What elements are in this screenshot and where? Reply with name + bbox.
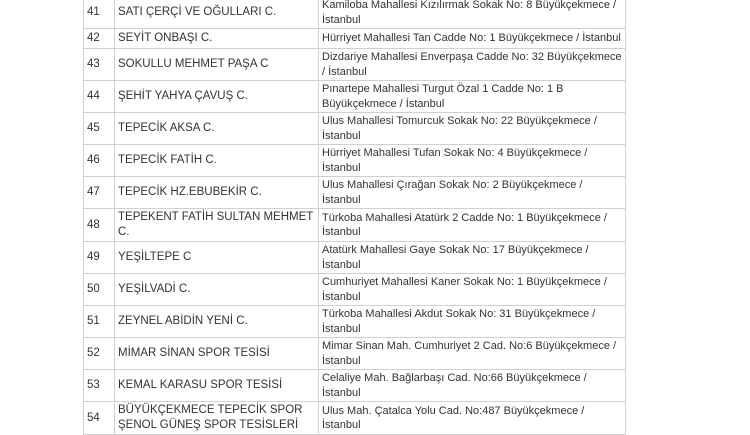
table-row xyxy=(84,306,626,338)
table-row xyxy=(84,0,626,29)
facility-address: Mimar Sinan Mah. Cumhuriyet 2 Cad. No:6 Büyükçekmece / İstanbul xyxy=(319,338,626,370)
row-number: 53 xyxy=(84,370,115,402)
row-number: 50 xyxy=(84,274,115,306)
facility-name: TEPECİK AKSA C. xyxy=(115,113,319,145)
row-number: 42 xyxy=(84,29,115,49)
facility-name: TEPECİK FATİH C. xyxy=(115,145,319,177)
table-row xyxy=(84,338,626,370)
facility-name: TEPECİK HZ.EBUBEKİR C. xyxy=(115,177,319,209)
facility-name: ŞEHİT YAHYA ÇAVUŞ C. xyxy=(115,81,319,113)
table-row xyxy=(84,29,626,49)
row-number: 54 xyxy=(84,402,115,435)
facility-address: Dizdariye Mahallesi Enverpaşa Cadde No: 32 Büyükçekmece / İstanbul xyxy=(319,49,626,81)
facility-address: Hürriyet Mahallesi Tan Cadde No: 1 Büyükçekmece / İstanbul xyxy=(319,29,626,49)
facility-name: MİMAR SİNAN SPOR TESİSİ xyxy=(115,338,319,370)
table-row xyxy=(84,274,626,306)
row-number: 44 xyxy=(84,81,115,113)
facility-address: Hürriyet Mahallesi Tufan Sokak No: 4 Büyükçekmece / İstanbul xyxy=(319,145,626,177)
table-row xyxy=(84,402,626,435)
facility-name: SOKULLU MEHMET PAŞA C xyxy=(115,49,319,81)
facility-address: Kamiloba Mahallesi Kızılırmak Sokak No: 8 Büyükçekmece / İstanbul xyxy=(319,0,626,29)
table-row xyxy=(84,81,626,113)
facility-table xyxy=(83,0,626,435)
facility-address: Celaliye Mah. Bağlarbaşı Cad. No:66 Büyükçekmece / İstanbul xyxy=(319,370,626,402)
row-number: 48 xyxy=(84,209,115,242)
row-number: 41 xyxy=(84,0,115,29)
table-row xyxy=(84,113,626,145)
facility-name: YEŞİLVADİ C. xyxy=(115,274,319,306)
facility-address: Ulus Mah. Çatalca Yolu Cad. No:487 Büyükçekmece / İstanbul xyxy=(319,402,626,435)
table-row xyxy=(84,209,626,242)
facility-name: SEYİT ONBAŞI C. xyxy=(115,29,319,49)
facility-name: SATI ÇERÇİ VE OĞULLARI C. xyxy=(115,0,319,29)
row-number: 51 xyxy=(84,306,115,338)
facility-address: Ulus Mahallesi Tomurcuk Sokak No: 22 Büyükçekmece / İstanbul xyxy=(319,113,626,145)
facility-name: ZEYNEL ABİDİN YENİ C. xyxy=(115,306,319,338)
row-number: 49 xyxy=(84,242,115,274)
row-number: 46 xyxy=(84,145,115,177)
facility-name: BÜYÜKÇEKMECE TEPECİK SPOR ŞENOL GÜNEŞ SPOR TESİSLERİ xyxy=(115,402,319,435)
table-row xyxy=(84,370,626,402)
facility-address: Pınartepe Mahallesi Turgut Özal 1 Cadde No: 1 B Büyükçekmece / İstanbul xyxy=(319,81,626,113)
facility-name: YEŞİLTEPE C xyxy=(115,242,319,274)
table-row xyxy=(84,49,626,81)
table-row xyxy=(84,145,626,177)
facility-name: TEPEKENT FATİH SULTAN MEHMET C. xyxy=(115,209,319,242)
row-number: 43 xyxy=(84,49,115,81)
row-number: 47 xyxy=(84,177,115,209)
facility-address: Ulus Mahallesi Çırağan Sokak No: 2 Büyükçekmece / İstanbul xyxy=(319,177,626,209)
facility-address: Atatürk Mahallesi Gaye Sokak No: 17 Büyükçekmece / İstanbul xyxy=(319,242,626,274)
facility-name: KEMAL KARASU SPOR TESİSİ xyxy=(115,370,319,402)
facility-address: Türkoba Mahallesi Atatürk 2 Cadde No: 1 Büyükçekmece / İstanbul xyxy=(319,209,626,242)
facility-address: Türkoba Mahallesi Akdut Sokak No: 31 Büyükçekmece / İstanbul xyxy=(319,306,626,338)
row-number: 45 xyxy=(84,113,115,145)
facility-address: Cumhuriyet Mahallesi Kaner Sokak No: 1 Büyükçekmece / İstanbul xyxy=(319,274,626,306)
table-row xyxy=(84,177,626,209)
row-number: 52 xyxy=(84,338,115,370)
table-row xyxy=(84,242,626,274)
